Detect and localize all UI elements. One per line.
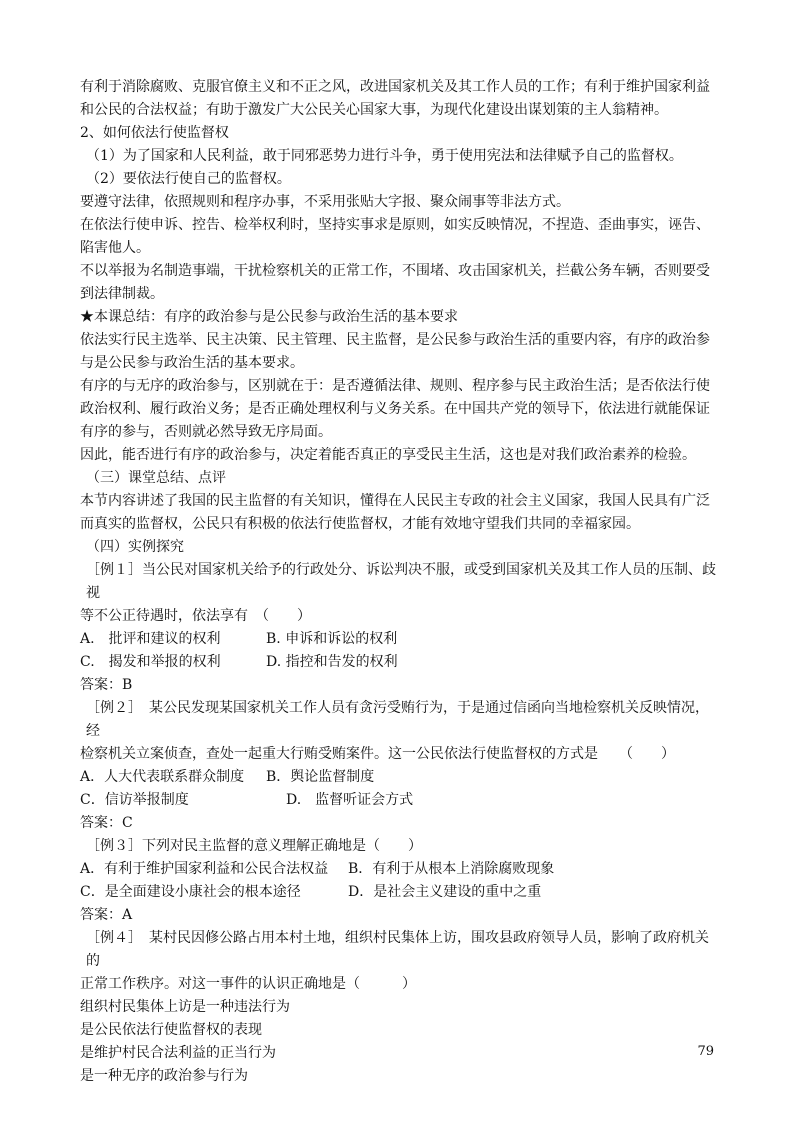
example-1-question-cont: 等不公正待遇时，依法享有 （ ） [80, 608, 311, 624]
text-line: 有序的与无序的政治参与，区别就在于：是否遵循法律、规则、程序参与民主政治生活；是否依法行使 [80, 378, 710, 394]
example-4-statement: 组织村民集体上访是一种违法行为 [80, 999, 290, 1015]
lesson-summary-heading: ★本课总结：有序的政治参与是公民参与政治生活的基本要求 [80, 309, 458, 325]
text-line: 而真实的监督权，公民只有积极的依法行使监督权，才能有效地守望我们共同的幸福家园。 [80, 516, 640, 532]
text-line: （1）为了国家和人民利益，敢于同邪恶势力进行斗争，勇于使用宪法和法律赋予自己的监督权。 [86, 148, 683, 164]
example-2-options-row-1 [80, 766, 722, 789]
text-line: 在依法行使申诉、控告、检举权利时，坚持实事求是原则，如实反映情况，不捏造、歪曲事实，诬告、 [80, 217, 710, 233]
page-number: 79 [697, 1044, 714, 1059]
example-1-options-row-1 [80, 628, 722, 651]
example-2-question: ［例２］ 某公民发现某国家机关工作人员有贪污受贿行为，于是通过信函向当地检察机关反映情况，经 [86, 700, 709, 739]
option-a: A. 批评和建议的权利 [80, 631, 221, 647]
text-line: 要遵守法律，依照规则和程序办事，不采用张贴大字报、聚众闹事等非法方式。 [80, 194, 570, 210]
example-1-options-row-2 [80, 651, 722, 674]
text-line: 和公民的合法权益；有助于激发广大公民关心国家大事，为现代化建设出谋划策的主人翁精神。 [80, 102, 668, 118]
example-2-question-cont: 检察机关立案侦查，查处一起重大行贿受贿案件。这一公民依法行使监督权的方式是 （ ） [80, 746, 675, 762]
text-line: 与是公民参与政治生活的基本要求。 [80, 355, 304, 371]
text-line: 不以举报为名制造事端，干扰检察机关的正常工作，不围堵、攻击国家机关，拦截公务车辆，否则要受 [80, 263, 710, 279]
example-3-question: ［例３］下列对民主监督的意义理解正确地是（ ） [86, 838, 422, 854]
example-4-question: ［例４］ 某村民因修公路占用本村土地，组织村民集体上访，围攻县政府领导人员，影响了政府机关的 [86, 930, 709, 969]
option-c: C．信访举报制度 [80, 792, 189, 808]
section-heading: 2、如何依法行使监督权 [80, 125, 229, 141]
example-4-statement: 是一种无序的政治参与行为 [80, 1068, 248, 1084]
example-4-statement: 是公民依法行使监督权的表现 [80, 1022, 262, 1038]
option-a: A．人大代表联系群众制度 [80, 769, 245, 785]
example-3-options-row-1 [80, 858, 722, 881]
example-2-answer: 答案：C [80, 815, 133, 831]
text-line: 有利于消除腐败、克服官僚主义和不正之风，改进国家机关及其工作人员的工作；有利于维护国家利益 [80, 79, 710, 95]
text-line: 因此，能否进行有序的政治参与，决定着能否真正的享受民主生活，这也是对我们政治素养的检验。 [80, 447, 696, 463]
option-d: D．是社会主义建设的重中之重 [348, 884, 542, 900]
option-c: C．是全面建设小康社会的根本途径 [80, 884, 301, 900]
example-4-statement: 是维护村民合法利益的正当行为 [80, 1045, 276, 1061]
text-line: 陷害他人。 [80, 240, 150, 256]
example-4-question-cont: 正常工作秩序。对这一事件的认识正确地是（ ） [80, 976, 416, 992]
example-1-answer: 答案：B [80, 677, 133, 693]
text-line: 政治权利、履行政治义务；是否正确处理权利与义务关系。在中国共产党的领导下，依法进行就能保证 [80, 401, 710, 417]
example-1-question: ［例１］当公民对国家机关给予的行政处分、诉讼判决不服，或受到国家机关及其工作人员的压制、歧视 [86, 562, 716, 601]
example-2-options-row-2 [80, 789, 722, 812]
section-heading: （四）实例探究 [86, 539, 184, 555]
example-3-options-row-2 [80, 881, 722, 904]
text-line: 有序的参与，否则就必然导致无序局面。 [80, 424, 332, 440]
section-heading: （三）课堂总结、点评 [86, 470, 226, 486]
text-line: 依法实行民主选举、民主决策、民主管理、民主监督，是公民参与政治生活的重要内容，有序的政治参 [80, 332, 710, 348]
option-d: D. 指控和告发的权利 [266, 654, 398, 670]
option-b: B．有利于从根本上消除腐败现象 [348, 861, 555, 877]
text-line: （2）要依法行使自己的监督权。 [86, 171, 291, 187]
option-c: C. 揭发和举报的权利 [80, 654, 221, 670]
text-line: 本节内容讲述了我国的民主监督的有关知识，懂得在人民民主专政的社会主义国家，我国人民具有广泛 [80, 493, 710, 509]
text-line: 到法律制裁。 [80, 286, 164, 302]
option-b: B. 申诉和诉讼的权利 [266, 631, 398, 647]
option-a: A．有利于维护国家利益和公民合法权益 [80, 861, 329, 877]
option-d: D. 监督听证会方式 [286, 792, 414, 808]
example-3-answer: 答案：A [80, 907, 133, 923]
option-b: B．舆论监督制度 [266, 769, 375, 785]
